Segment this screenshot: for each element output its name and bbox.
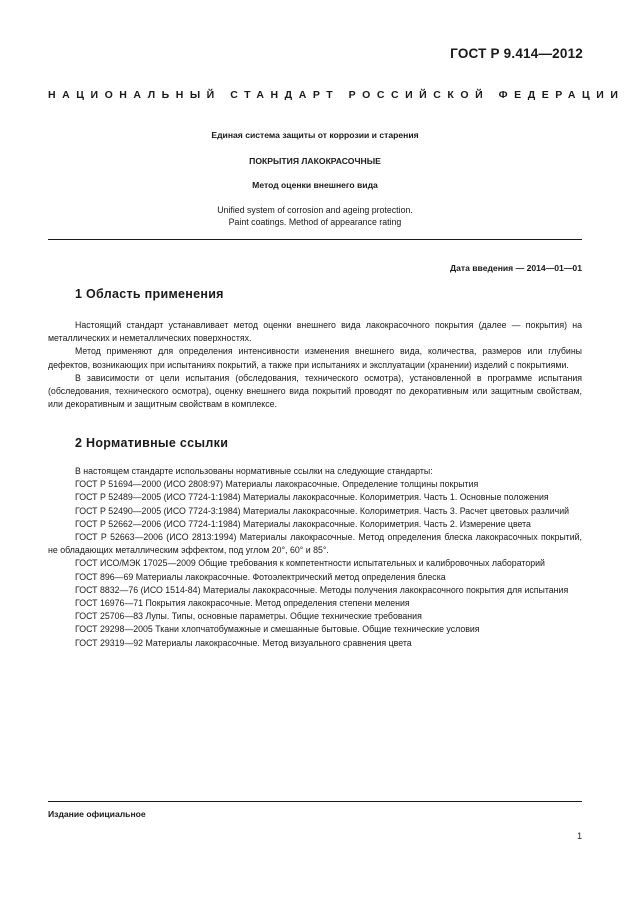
english-title-line-1: Unified system of corrosion and ageing protection. <box>217 205 413 215</box>
reference-item: ГОСТ ИСО/МЭК 17025—2009 Общие требования к компетентности испытательных и калибровочных лабораторий <box>75 558 545 569</box>
reference-item: ГОСТ Р 52663—2006 (ИСО 2813:1994) Материалы лакокрасочные. Метод определения блеска лакокрасочных покрытий, не обладающих металлическим эффектом, под углом 20°, 60° и 85°. <box>48 532 582 556</box>
section-2-title: 2 Нормативные ссылки <box>75 436 229 450</box>
section-1-title: 1 Область применения <box>75 287 224 301</box>
paragraph: В настоящем стандарте использованы нормативные ссылки на следующие стандарты: <box>75 466 433 476</box>
page-number: 1 <box>577 831 582 841</box>
reference-item: ГОСТ Р 52490—2005 (ИСО 7724-3:1984) Материалы лакокрасочные. Колориметрия. Часть 3. Расчет цветовых различий <box>75 505 570 516</box>
reference-item: ГОСТ Р 51694—2000 (ИСО 2808:97) Материалы лакокрасочные. Определение толщины покрытия <box>75 479 479 490</box>
paragraph: Метод применяют для определения интенсивности изменения внешнего вида, количества, размеров или глубины дефектов, возникающих при испытаниях покрытий, а также при испытаниях и эксплуатации (хранении) изделий с покрытиями. <box>48 346 582 370</box>
introduction-date: Дата введения — 2014—01—01 <box>449 263 582 273</box>
document-number: ГОСТ Р 9.414—2012 <box>450 46 583 61</box>
footer-divider <box>48 801 582 802</box>
reference-item: ГОСТ 25706—83 Лупы. Типы, основные параметры. Общие технические требования <box>75 611 422 622</box>
reference-item: ГОСТ Р 52489—2005 (ИСО 7724-1:1984) Материалы лакокрасочные. Колориметрия. Часть 1. Основные положения <box>75 492 549 503</box>
reference-item: ГОСТ 896—69 Материалы лакокрасочные. Фотоэлектрический метод определения блеска <box>75 571 446 582</box>
reference-item: ГОСТ 29319—92 Материалы лакокрасочные. Метод визуального сравнения цвета <box>75 637 412 648</box>
edition-label: Издание официальное <box>48 809 146 819</box>
system-title: Единая система защиты от коррозии и старения <box>211 130 419 140</box>
method-title: Метод оценки внешнего вида <box>252 180 378 190</box>
subject-title: ПОКРЫТИЯ ЛАКОКРАСОЧНЫЕ <box>249 156 381 166</box>
paragraph: Настоящий стандарт устанавливает метод оценки внешнего вида лакокрасочного покрытия (далее — покрытия) на металлических и неметаллических поверхностях. <box>48 320 582 344</box>
reference-item: ГОСТ 8832—76 (ИСО 1514-84) Материалы лакокрасочные. Методы получения лакокрасочного покрытия для испытания <box>75 584 569 595</box>
section-2-body <box>48 465 582 650</box>
reference-item: ГОСТ Р 52662—2006 (ИСО 7724-1:1984) Материалы лакокрасочные. Колориметрия. Часть 2. Измерение цвета <box>75 518 531 529</box>
reference-item: ГОСТ 29298—2005 Ткани хлопчатобумажные и смешанные бытовые. Общие технические условия <box>75 624 480 635</box>
english-title-line-2: Paint coatings. Method of appearance rating <box>228 217 402 227</box>
reference-item: ГОСТ 16976—71 Покрытия лакокрасочные. Метод определения степени меления <box>75 598 410 609</box>
section-1-body <box>48 319 582 411</box>
national-standard-heading: НАЦИОНАЛЬНЫЙ СТАНДАРТ РОССИЙСКОЙ ФЕДЕРАЦИИ <box>48 89 625 101</box>
paragraph: В зависимости от цели испытания (обследования, технического осмотра), установленной в программе испытания (обследования, технического осмотра), оценку внешнего вида покрытий проводят по декоративным или защитным свойствам, или декоративным и защитным свойствам в комплексе. <box>48 372 582 410</box>
title-divider <box>48 239 582 240</box>
english-title <box>48 204 582 228</box>
